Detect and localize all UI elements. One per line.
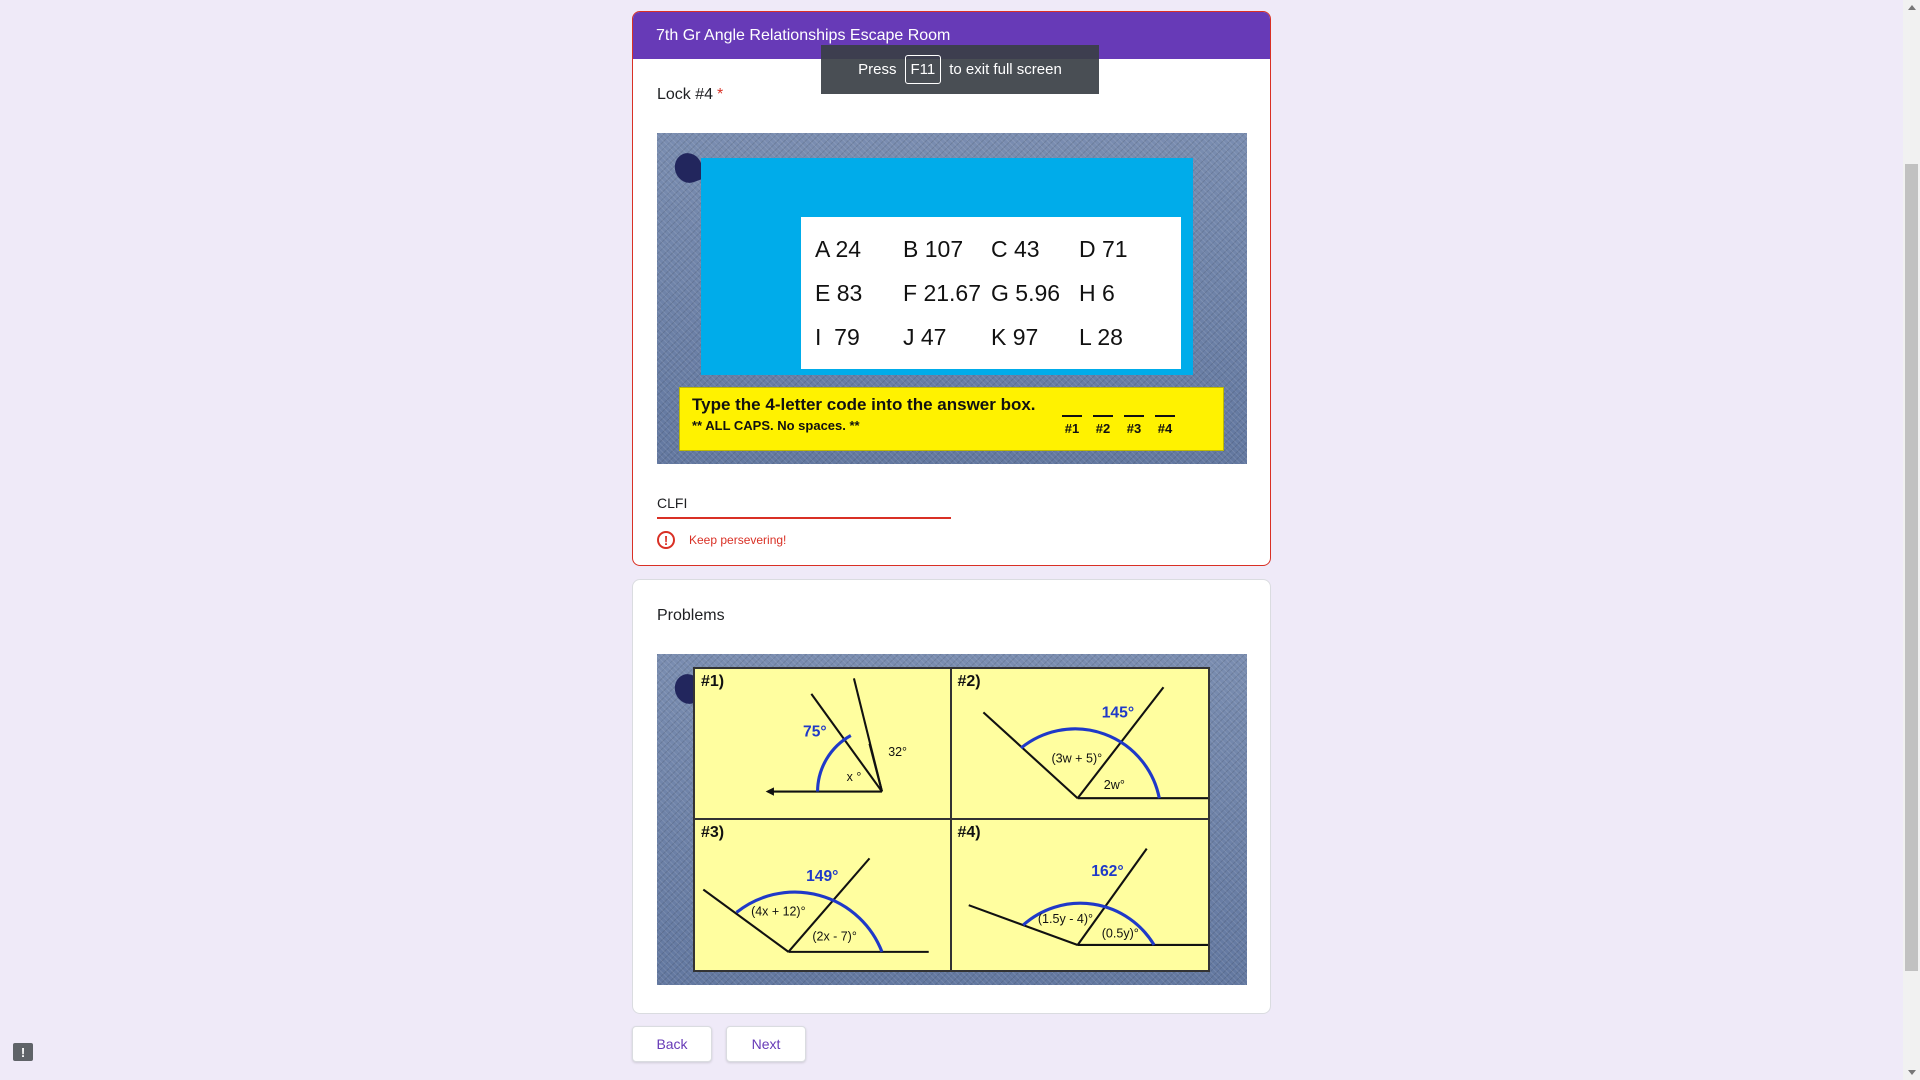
answer-choice: I 79	[815, 323, 860, 350]
back-button[interactable]: Back	[632, 1026, 712, 1062]
instruction-line-2: ** ALL CAPS. No spaces. **	[692, 418, 860, 433]
scroll-down-icon[interactable]	[1908, 1070, 1916, 1075]
angle-label: 2w°	[1103, 777, 1125, 792]
code-slot: #2	[1093, 415, 1113, 436]
problem-1	[695, 669, 952, 820]
problem-3	[695, 820, 952, 971]
problem-2-diagram	[952, 669, 1209, 818]
vertical-scrollbar[interactable]	[1903, 0, 1920, 1080]
validation-message	[657, 531, 786, 549]
error-icon: !	[657, 531, 675, 549]
code-slot: #3	[1124, 415, 1144, 436]
problem-3-diagram	[695, 820, 950, 971]
angle-label: (1.5y - 4)°	[1037, 911, 1093, 926]
answer-choice: F 21.67	[903, 279, 981, 306]
angle-label: 145°	[1101, 704, 1134, 722]
scroll-up-icon[interactable]	[1908, 5, 1916, 10]
angle-label: 149°	[806, 867, 839, 885]
angle-problems-grid	[693, 667, 1210, 972]
problem-label: #4)	[957, 823, 981, 841]
question-title	[657, 86, 723, 104]
form-title: 7th Gr Angle Relationships Escape Room	[633, 12, 1270, 59]
angle-label: (0.5y)°	[1101, 926, 1139, 941]
angle-label: (4x + 12)°	[751, 904, 806, 919]
angle-label: (3w + 5)°	[1050, 751, 1102, 766]
instruction-banner	[679, 387, 1224, 451]
answer-choice: G 5.96	[991, 279, 1061, 306]
answer-choice: B 107	[903, 235, 964, 262]
question-title-text: Lock #4	[657, 86, 714, 103]
answer-choice: L 28	[1079, 323, 1123, 350]
answer-input[interactable]	[657, 489, 951, 519]
answer-choice: J 47	[903, 323, 947, 350]
problem-label: #1)	[701, 673, 725, 690]
code-slot: #4	[1155, 415, 1175, 436]
answer-choice: C 43	[991, 235, 1040, 262]
f11-key: F11	[905, 55, 942, 84]
report-problem-icon[interactable]: !	[13, 1043, 33, 1061]
problems-card	[632, 579, 1271, 1014]
answer-choice: K 97	[991, 323, 1039, 350]
error-text: Keep persevering!	[689, 533, 787, 547]
answer-bank-panel	[701, 158, 1193, 375]
answer-bank-table	[801, 217, 1181, 369]
answer-choice: D 71	[1079, 235, 1128, 262]
answer-choice: E 83	[815, 279, 863, 306]
problems-title: Problems	[657, 607, 725, 624]
required-star: *	[717, 86, 724, 103]
angle-label: 75°	[803, 723, 827, 741]
code-slots	[1062, 415, 1175, 436]
angle-label: 32°	[888, 745, 908, 760]
answer-choice: A 24	[815, 235, 862, 262]
problem-1-diagram	[695, 669, 950, 818]
angle-label: x °	[846, 770, 862, 785]
problem-4	[952, 820, 1209, 971]
scrollbar-thumb[interactable]	[1905, 164, 1918, 971]
angle-label: (2x - 7)°	[812, 928, 857, 943]
instruction-line-1: Type the 4-letter code into the answer box.	[692, 395, 1036, 414]
problem-4-diagram	[952, 820, 1209, 971]
fullscreen-tip-suffix: to exit full screen	[949, 61, 1062, 78]
lock-question-card	[632, 11, 1271, 566]
angle-label: 162°	[1090, 862, 1124, 880]
answer-choice: H 6	[1079, 279, 1115, 306]
code-slot: #1	[1062, 415, 1082, 436]
next-button[interactable]: Next	[726, 1026, 806, 1062]
fullscreen-tip-prefix: Press	[858, 61, 897, 78]
problem-label: #2)	[957, 673, 981, 690]
problem-label: #3)	[701, 823, 725, 841]
problem-2	[952, 669, 1209, 820]
problems-image	[657, 654, 1247, 985]
lock-code-image	[657, 133, 1247, 464]
fullscreen-notification	[821, 45, 1099, 94]
